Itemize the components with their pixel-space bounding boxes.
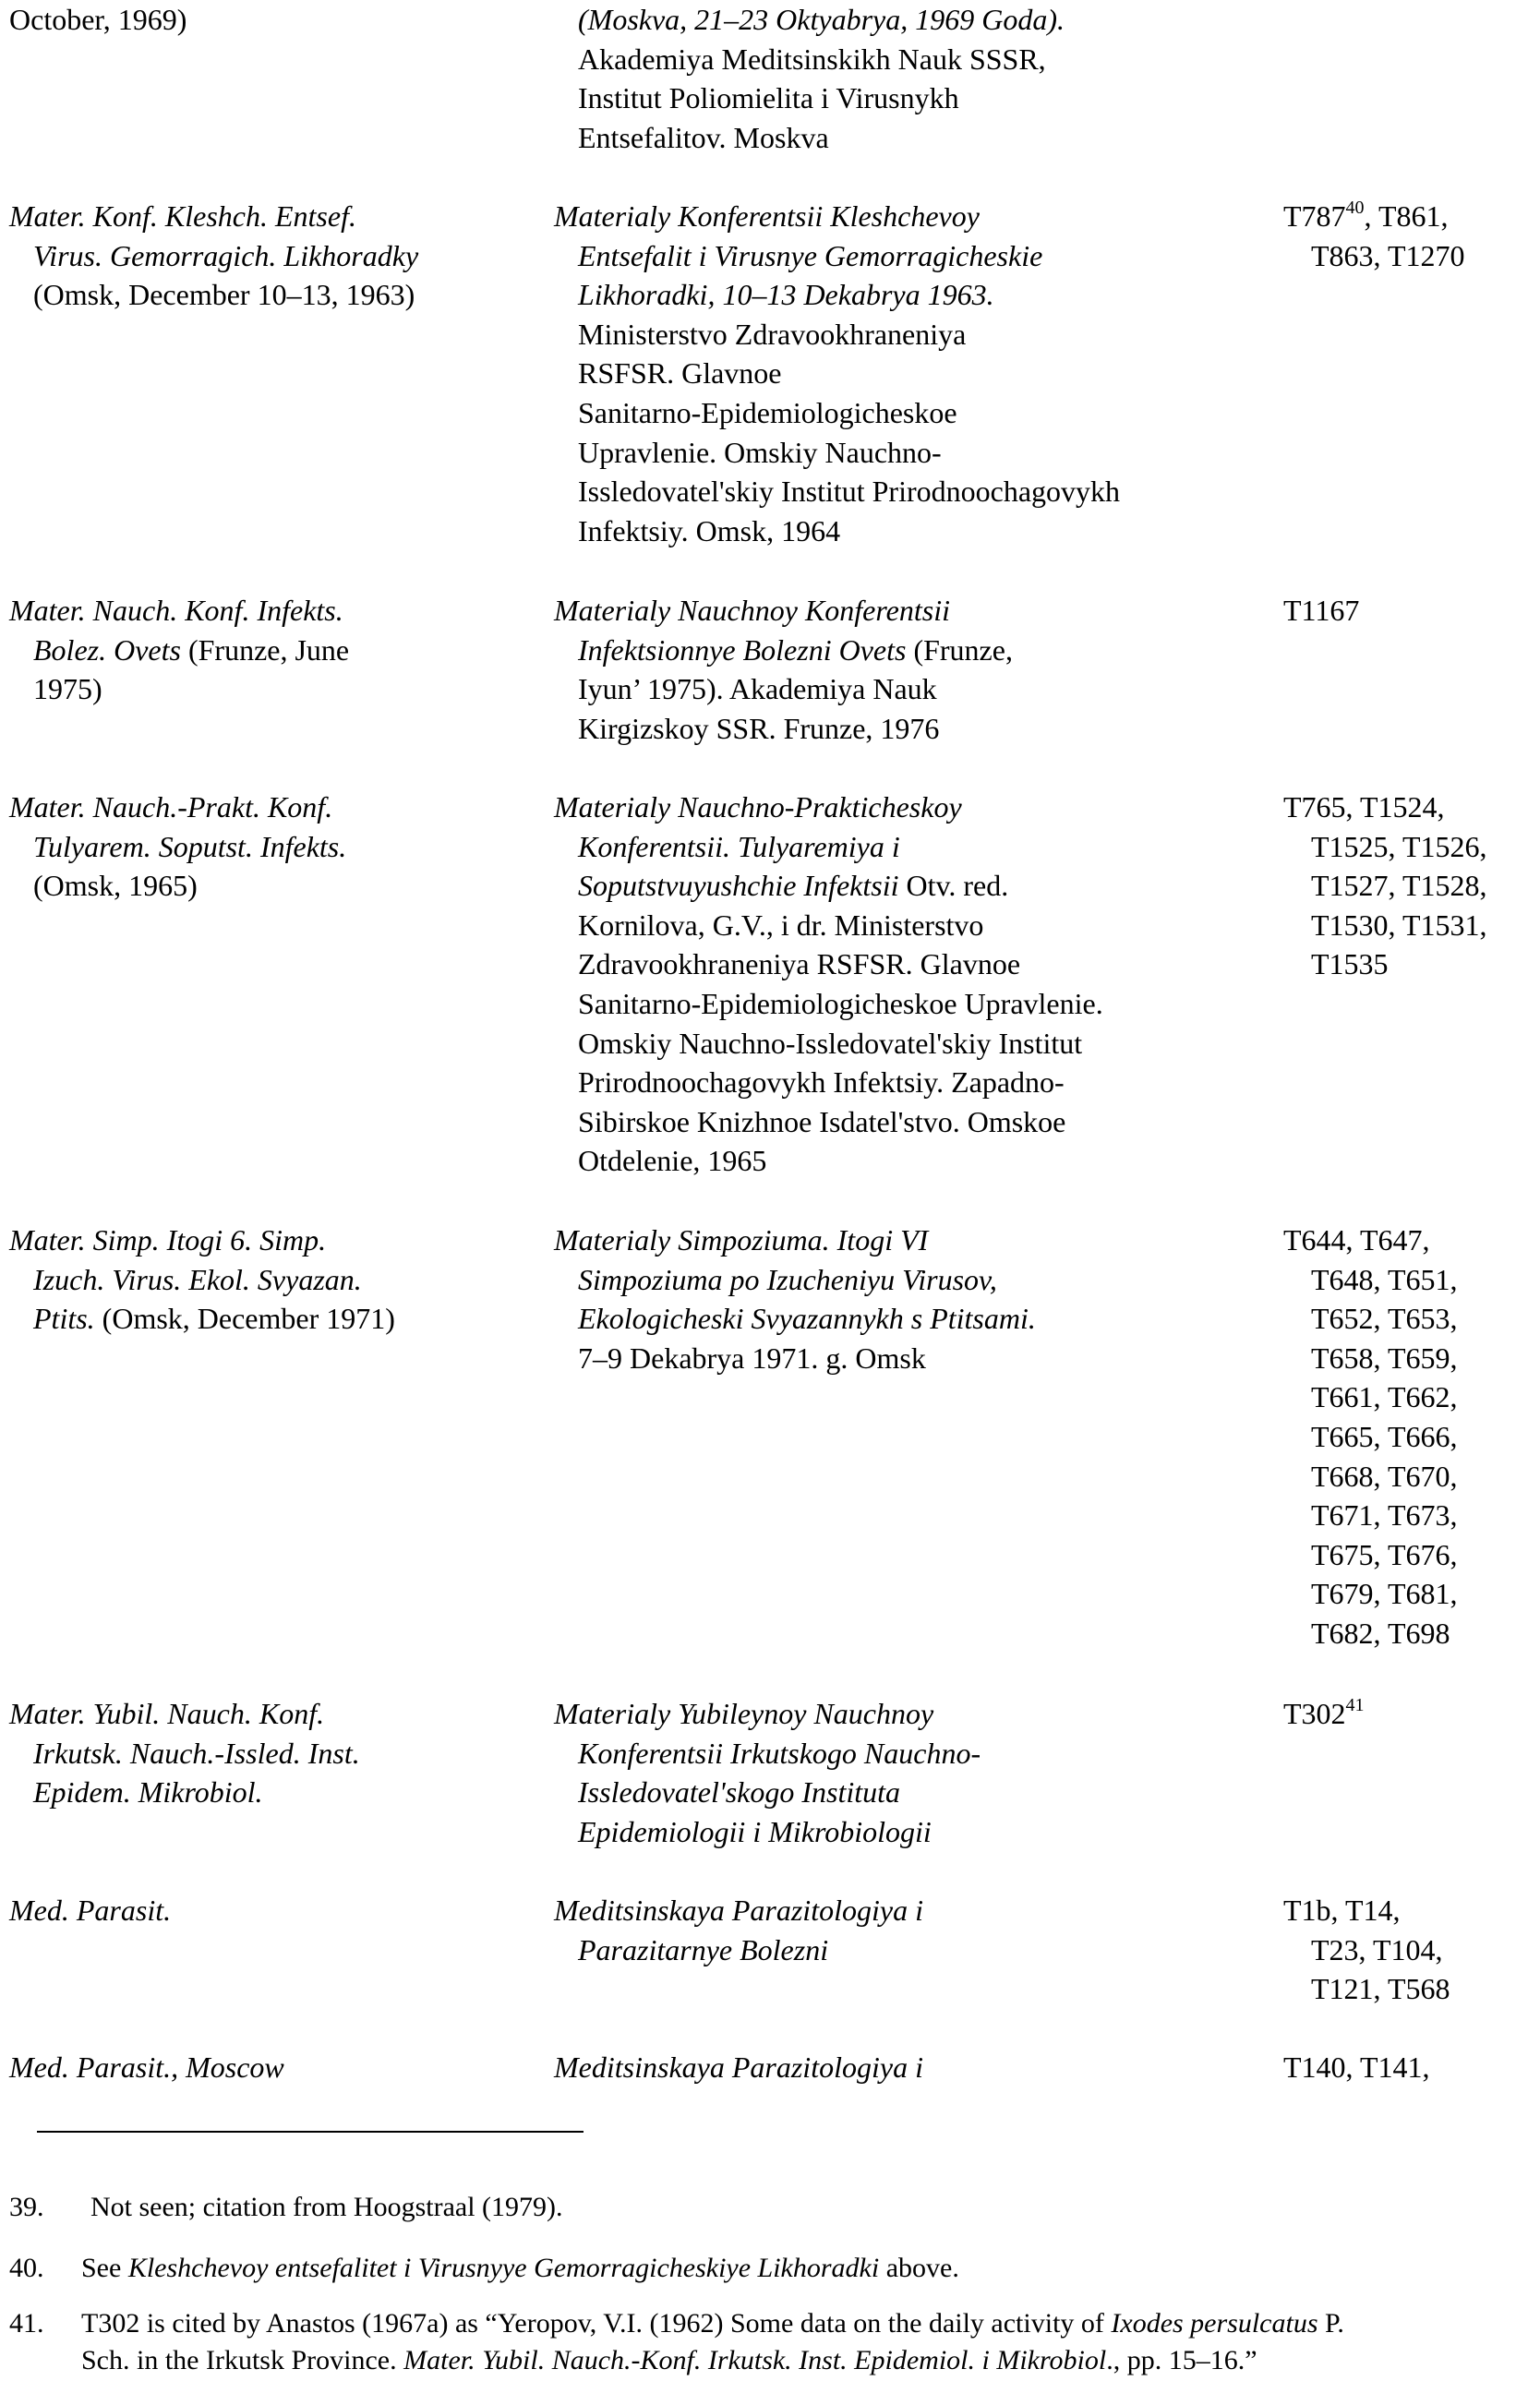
title-line: Simpoziuma po Izucheniyu Virusov, — [578, 1262, 997, 1296]
abbreviation-column — [9, 788, 526, 906]
ref-line: T121, T568 — [1311, 1972, 1450, 2006]
footnote-text-part: Sch. in the Irkutsk Province. — [81, 2345, 404, 2375]
title-line: (Moskva, 21–23 Oktyabrya, 1969 Goda). — [578, 3, 1065, 36]
title-line: Infektsionnye Bolezni Ovets (Frunze, — [578, 632, 1013, 667]
ref-line: T671, T673, — [1311, 1498, 1458, 1533]
ref-line: T661, T662, — [1311, 1380, 1458, 1414]
ref-line — [1283, 1694, 1540, 1734]
ref-line: T1b, T14, — [1283, 1894, 1401, 1927]
title-line: Konferentsii. Tulyaremiya i — [578, 829, 900, 863]
title-line: Prirodnoochagovykh Infektsiy. Zapadno- — [578, 1065, 1065, 1100]
ref-line: T644, T647, — [1283, 1223, 1430, 1257]
title-line: Issledovatel'skogo Instituta — [578, 1775, 901, 1810]
title-italic: Soputstvuyushchie Infektsii — [578, 869, 899, 903]
footnote-text-part: T302 is cited by Anastos (1967a) as “Yeropov, V.I. (1962) Some data on the daily activity of — [81, 2308, 1112, 2339]
abbreviation-column — [9, 0, 526, 40]
abbrev-line: Virus. Gemorragich. Likhoradky — [33, 238, 419, 272]
ref-line: T679, T681, — [1311, 1577, 1458, 1611]
footnote-number: 41. — [9, 2308, 44, 2339]
ref-code: T302 — [1283, 1697, 1346, 1730]
footnote-number: 40. — [9, 2253, 44, 2283]
abbrev-italic: Bolez. Ovets — [33, 632, 181, 667]
abbrev-italic: Ptits. — [33, 1302, 95, 1336]
title-italic: Infektsionnye Bolezni Ovets — [578, 632, 907, 667]
title-line: Soputstvuyushchie Infektsii Otv. red. — [578, 869, 1009, 903]
ref-line: T675, T676, — [1311, 1537, 1458, 1571]
abbrev-line: Tulyarem. Soputst. Infekts. — [33, 829, 347, 863]
title-line: Kornilova, G.V., i dr. Ministerstvo — [578, 908, 984, 942]
ref-line: T1530, T1531, — [1311, 908, 1487, 942]
title-line: Infektsiy. Omsk, 1964 — [578, 513, 841, 547]
abbreviation-column — [9, 197, 526, 315]
ref-code: T787 — [1283, 199, 1346, 233]
reference-codes-column — [1283, 591, 1540, 631]
abbrev-line: October, 1969) — [9, 3, 187, 36]
footnote-text-part: ., pp. 15–16.” — [1106, 2345, 1257, 2375]
title-line: 7–9 Dekabrya 1971. g. Omsk — [578, 1341, 926, 1375]
title-line: Konferentsii Irkutskogo Nauchno- — [578, 1736, 981, 1770]
full-title-column — [554, 197, 1274, 550]
ref-line: T140, T141, — [1283, 2050, 1430, 2084]
title-line: Zdravookhraneniya RSFSR. Glavnoe — [578, 947, 1021, 981]
title-line: Ekologicheski Svyazannykh s Ptitsami. — [578, 1302, 1036, 1336]
title-line: Otdelenie, 1965 — [578, 1144, 767, 1178]
ref-line: T765, T1524, — [1283, 790, 1445, 824]
title-line: RSFSR. Glavnoe — [578, 356, 782, 391]
abbreviation-column — [9, 1221, 526, 1339]
title-line: Entsefalitov. Moskva — [578, 120, 829, 154]
full-title-column — [554, 1891, 1274, 1969]
ref-line: T1527, T1528, — [1311, 869, 1487, 903]
footnote-italic: Mater. Yubil. Nauch.-Konf. Irkutsk. Inst. Epidemiol. i Mikrobiol — [403, 2345, 1107, 2375]
ref-line: T682, T698 — [1311, 1616, 1450, 1650]
title-line: Sibirskoe Knizhnoe Isdatel'stvo. Omskoe — [578, 1104, 1066, 1138]
reference-codes-column — [1283, 788, 1540, 984]
abbrev-line: 1975) — [33, 672, 102, 706]
reference-codes-column — [1283, 1891, 1540, 2009]
ref-line — [1283, 197, 1540, 236]
abbrev-line: Irkutsk. Nauch.-Issled. Inst. — [33, 1736, 360, 1770]
title-line: Upravlenie. Omskiy Nauchno- — [578, 435, 942, 469]
full-title-column — [554, 0, 1274, 157]
title-line: Materialy Nauchno-Prakticheskoy — [554, 790, 962, 824]
title-line: Iyun’ 1975). Akademiya Nauk — [578, 672, 937, 706]
abbreviation-column — [9, 1891, 526, 1930]
title-line: Entsefalit i Virusnye Gemorragicheskie — [578, 238, 1043, 272]
footnote-italic: Kleshchevoy entsefalitet i Virusnyye Gemorragicheskiye Likhoradki — [127, 2253, 880, 2283]
ref-line: T1525, T1526, — [1311, 829, 1487, 863]
full-title-column — [554, 2048, 1274, 2087]
title-line: Akademiya Meditsinskikh Nauk SSSR, — [578, 42, 1046, 76]
title-line: Issledovatel'skiy Institut Prirodnoochagovykh — [578, 475, 1121, 509]
abbrev-line: Epidem. Mikrobiol. — [33, 1775, 263, 1810]
abbrev-line: Mater. Nauch. Konf. Infekts. — [9, 594, 343, 627]
abbrev-line: Ptits. (Omsk, December 1971) — [33, 1302, 395, 1336]
abbrev-line: Med. Parasit. — [9, 1894, 172, 1927]
footnote-text — [81, 2305, 1344, 2342]
abbrev-line: Bolez. Ovets (Frunze, June — [33, 632, 350, 667]
ref-line: T665, T666, — [1311, 1419, 1458, 1453]
full-title-column — [554, 1694, 1274, 1851]
full-title-column — [554, 1221, 1274, 1377]
full-title-column — [554, 591, 1274, 748]
ref-line: T1535 — [1311, 947, 1389, 981]
ref-code: , T861, — [1364, 199, 1449, 233]
footnote-text — [81, 2250, 959, 2287]
footnote-text-part: See — [81, 2253, 128, 2283]
abbrev-line: Izuch. Virus. Ekol. Svyazan. — [33, 1262, 362, 1296]
title-line: Likhoradki, 10–13 Dekabrya 1963. — [578, 278, 994, 312]
title-line: Kirgizskoy SSR. Frunze, 1976 — [578, 711, 940, 745]
title-line: Sanitarno-Epidemiologicheskoe — [578, 395, 957, 429]
abbrev-line: (Omsk, December 10–13, 1963) — [33, 278, 415, 312]
footnote-text-continued — [81, 2342, 1257, 2379]
abbrev-line: Mater. Yubil. Nauch. Konf. — [9, 1697, 325, 1730]
ref-line: T648, T651, — [1311, 1262, 1458, 1296]
title-line: Materialy Yubileynoy Nauchnoy — [554, 1697, 934, 1730]
title-line: Omskiy Nauchno-Issledovatel'skiy Institut — [578, 1026, 1083, 1060]
abbrev-line: Med. Parasit., Moscow — [9, 2050, 284, 2084]
reference-codes-column — [1283, 197, 1540, 275]
abbrev-line: Mater. Konf. Kleshch. Entsef. — [9, 199, 356, 233]
abbrev-line: Mater. Nauch.-Prakt. Konf. — [9, 790, 333, 824]
footnote-marker[interactable]: 40 — [1345, 198, 1365, 219]
ref-line: T863, T1270 — [1311, 238, 1465, 272]
footnote-number: 39. — [9, 2192, 44, 2222]
ref-line: T668, T670, — [1311, 1459, 1458, 1493]
footnote-text-part: above. — [879, 2253, 959, 2283]
abbrev-line: (Omsk, 1965) — [33, 869, 198, 903]
title-line: Materialy Simpoziuma. Itogi VI — [554, 1223, 929, 1257]
reference-codes-column — [1283, 1221, 1540, 1653]
title-line: Epidemiologii i Mikrobiologii — [578, 1814, 932, 1848]
ref-line: T658, T659, — [1311, 1341, 1458, 1375]
title-line: Meditsinskaya Parazitologiya i — [554, 1894, 923, 1927]
footnote-divider — [37, 2131, 584, 2133]
full-title-column — [554, 788, 1274, 1181]
title-line: Institut Poliomielita i Virusnykh — [578, 81, 959, 115]
footnote-italic: Ixodes persulcatus — [1111, 2308, 1318, 2339]
ref-line: T652, T653, — [1311, 1302, 1458, 1336]
footnote-text: Not seen; citation from Hoogstraal (1979). — [90, 2192, 563, 2222]
title-line: Meditsinskaya Parazitologiya i — [554, 2050, 923, 2084]
abbreviation-column — [9, 1694, 526, 1812]
title-line: Materialy Nauchnoy Konferentsii — [554, 594, 950, 627]
reference-codes-column — [1283, 1694, 1540, 1734]
reference-codes-column — [1283, 2048, 1540, 2087]
abbreviation-column — [9, 591, 526, 709]
title-line: Sanitarno-Epidemiologicheskoe Upravlenie. — [578, 986, 1103, 1020]
footnote-marker[interactable]: 41 — [1345, 1695, 1365, 1716]
ref-line: T1167 — [1283, 594, 1360, 627]
ref-line: T23, T104, — [1311, 1932, 1443, 1966]
title-line: Ministerstvo Zdravookhraneniya — [578, 317, 967, 351]
abbrev-line: Mater. Simp. Itogi 6. Simp. — [9, 1223, 327, 1257]
abbreviation-column — [9, 2048, 526, 2087]
footnote-text-part: P. — [1317, 2308, 1344, 2339]
title-line: Parazitarnye Bolezni — [578, 1932, 829, 1966]
title-line: Materialy Konferentsii Kleshchevoy — [554, 199, 980, 233]
